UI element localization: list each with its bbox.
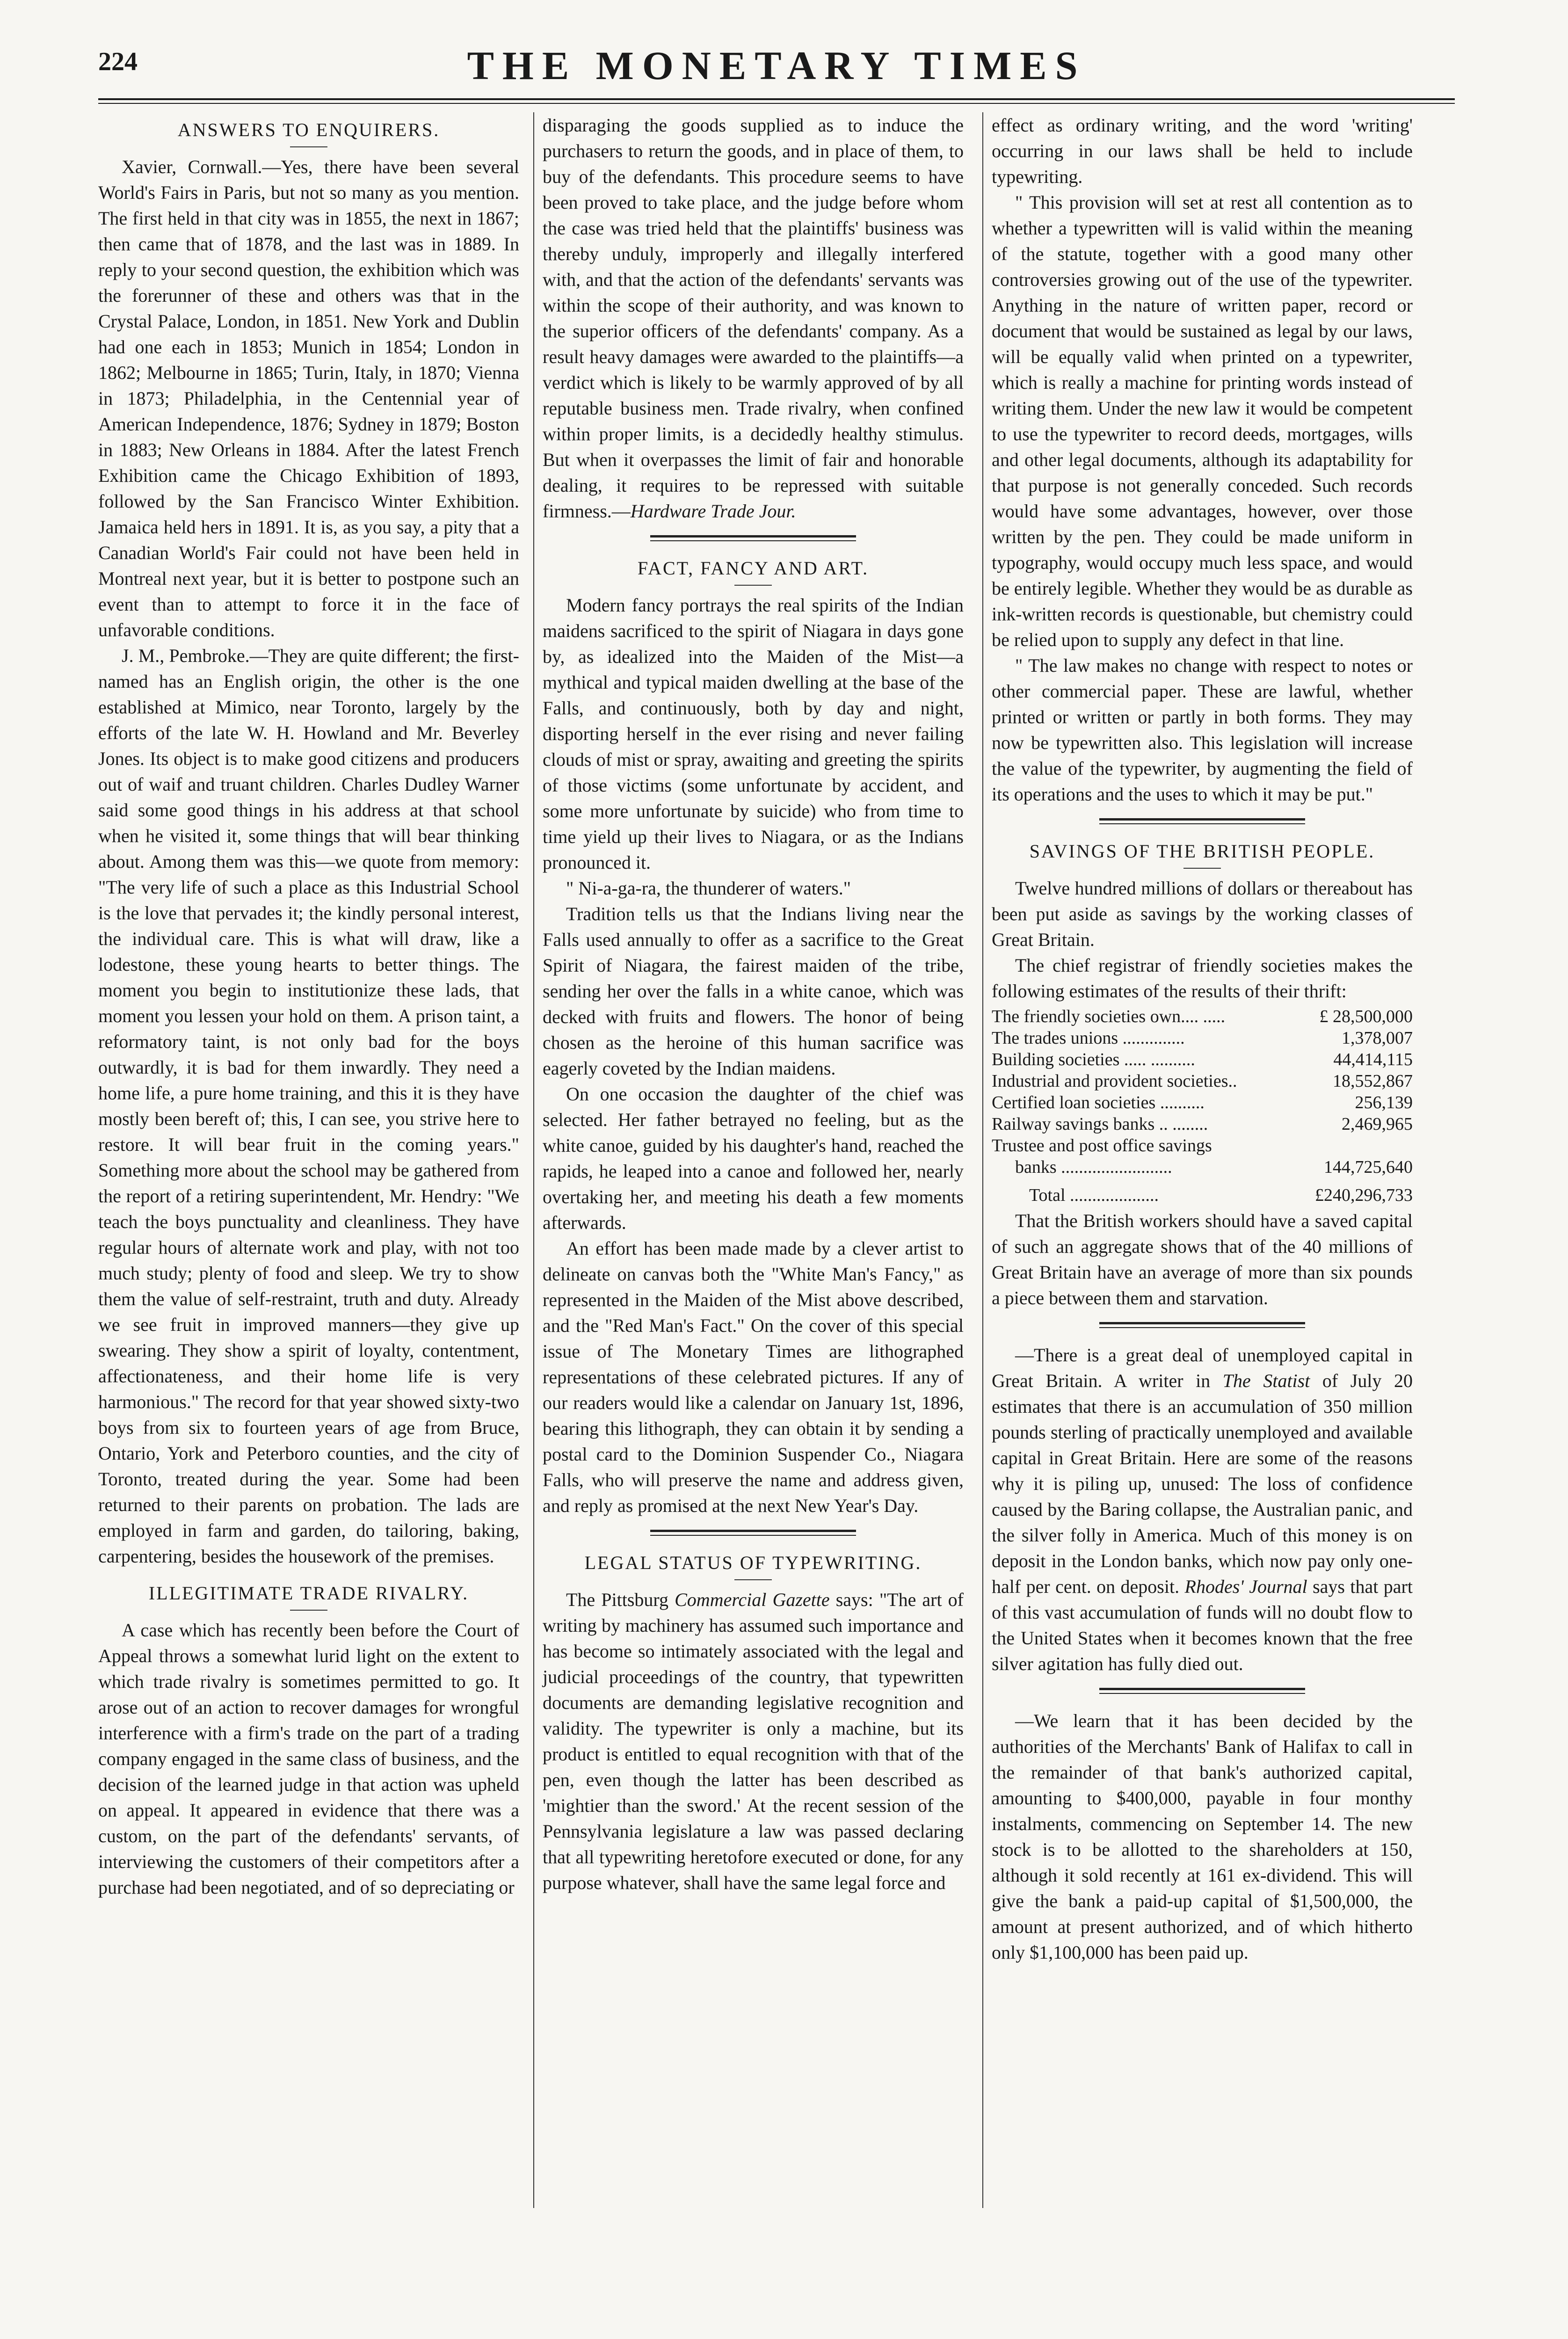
table-row: Certified loan societies .......... 256,139 xyxy=(992,1093,1413,1112)
article-paragraph: A case which has recently been before the Court of Appeal throws a somewhat lurid light on the extent to which trade rivalry is sometimes permitted to go. It arose out of an action to recover damages for wrongful interference with a firm's trade on the part of a trading company engaged in the same class of business, and the decision of the learned judge in that action was upheld on appeal. It appeared in evidence that there was a custom, on the part of the defendants' servants, of interviewing the customers of their competitors after a purchase had been negotiated, and of so depreciating or xyxy=(98,1620,519,1898)
article-paragraph: An effort has been made made by a clever artist to delineate on canvas both the "White Man's Fancy," as represented in the Maiden of the Mist above described, and the "Red Man's Fact." On the cover of this special issue of The Monetary Times are lithographed representations of these celebrated pictures. If any of our readers would like a calendar on January 1st, 1896, bearing this lithograph, they can obtain it by sending a postal card to the Dominion Suspender Co., Niagara Falls, who will preserve the name and address given, and reply as promised at the next New Year's Day. xyxy=(543,1238,964,1516)
page-number: 224 xyxy=(98,47,138,76)
masthead-rule xyxy=(98,98,1455,104)
article-paragraph: —We learn that it has been decided by the authorities of the Merchants' Bank of Halifax to call in the remainder of that bank's authorized capital, amounting to $400,000, payable in four monthy instalments, commencing on September 14. The new stock is to be allotted to the shareholders at 150, although it sold recently at 161 ex-dividend. This will give the bank a paid-up capital of $1,500,000, the amount at present authorized, and of which hitherto only $1,100,000 has been paid up. xyxy=(992,1710,1413,1963)
table-row: The trades unions .............. 1,378,007 xyxy=(992,1028,1413,1048)
heading-rule xyxy=(1183,868,1221,869)
table-row: Trustee and post office savings xyxy=(992,1136,1212,1155)
section-separator xyxy=(650,535,856,541)
table-row: Railway savings banks .. ........ 2,469,965 xyxy=(992,1114,1413,1134)
section-heading: FACT, FANCY AND ART. xyxy=(637,558,869,579)
source-citation: Hardware Trade Jour. xyxy=(630,501,796,522)
column-3 xyxy=(992,112,1413,1965)
article-paragraph: disparaging the goods supplied as to induce the purchasers to return the goods, and in place of them, to buy of the defendants. This procedure seems to have been proved to take place, and the judge before whom the case was tried held that the plaintiffs' business was thereby unduly, improperly and illegally interfered with, and that the action of the defendants' servants was within the scope of their authority, and was known to the superior officers of the defendants' company. As a result heavy damages were awarded to the plaintiffs—a verdict which is likely to be warmly approved of by all reputable business men. Trade rivalry, when confined within proper limits, is a decidedly healthy stimulus. But when it overpasses the limit of fair and honorable dealing, it requires to be repressed with suitable firmness.—Hardware Trade Jour. xyxy=(543,115,964,522)
newspaper-name: Commercial Gazette xyxy=(675,1589,830,1610)
section-separator xyxy=(650,1530,856,1536)
heading-rule xyxy=(734,585,772,586)
column-divider xyxy=(533,112,534,2208)
article-paragraph: Twelve hundred millions of dollars or thereabout has been put aside as savings by the working classes of Great Britain. xyxy=(992,878,1413,950)
section-heading: SAVINGS OF THE BRITISH PEOPLE. xyxy=(1029,841,1375,862)
heading-rule xyxy=(290,1610,327,1611)
section-separator xyxy=(1099,818,1305,824)
newspaper-name: The Statist xyxy=(1222,1370,1310,1391)
column-1 xyxy=(98,112,519,1900)
section-separator xyxy=(1099,1688,1305,1694)
article-paragraph: J. M., Pembroke.—They are quite different; the first-named has an English origin, the other is the one established at Mimico, near Toronto, largely by the efforts of the late W. H. Howland and Mr. Beverley Jones. Its object is to make good citizens and producers out of waif and truant children. Charles Dudley Warner said some good things in his address at that school when he visited it, some things that will bear thinking about. Among them was this—we quote from memory: "The very life of such a place as this Industrial School is the love that pervades it; the kindly personal interest, the individual care. This is what will draw, like a lodestone, these young hearts to better things. The moment you begin to institutionize these lads, that moment you lessen your hold on them. A prison taint, a reformatory taint, is not only bad for the boys outwardly, it is bad for them inwardly. They need a home life, a pure home training, and this it is they have mostly been bereft of; this, I can see, you strive here to restore. It will bear fruit in the coming years." Something more about the school may be gathered from the report of a retiring superintendent, Mr. Hendry: "We teach the boys punctuality and cleanliness. They have regular hours of alternate work and play, with not too much study; plenty of food and sleep. We try to show them the value of self-restraint, truth and duty. Already we see fruit in improved manners—they give up swearing. They show a spirit of loyalty, contentment, affectionateness, and their home life is very harmonious." The record for that year showed sixty-two boys from six to fourteen years of age from Bruce, Ontario, York and Peterboro counties, and the city of Toronto, treated during the year. Some had been returned to their parents on probation. The lads are employed in farm and garden, do tailoring, baking, carpentering, besides the housework of the premises. xyxy=(98,645,519,1567)
newspaper-name: Rhodes' Journal xyxy=(1184,1576,1307,1597)
savings-table xyxy=(992,1006,1413,1206)
section-heading: LEGAL STATUS OF TYPEWRITING. xyxy=(584,1552,922,1573)
article-paragraph: The Pittsburg Commercial Gazette says: "The art of writing by machinery has assumed such importance and has become so intimately associated with the legal and judicial proceedings of the country, that typewritten documents are demanding legislative recognition and validity. The typewriter is only a machine, but its product is entitled to equal recognition with that of the pen, even though the latter has been described as 'mightier than the sword.' At the recent session of the Pennsylvania legislature a law was passed declaring that all typewriting heretofore executed or done, for any purpose whatever, shall have the same legal force and xyxy=(543,1589,964,1893)
article-paragraph: —There is a great deal of unemployed capital in Great Britain. A writer in The Statist of July 20 estimates that there is an accumulation of 350 million pounds sterling of practically unemployed and available capital in Great Britain. Here are some of the reasons why it is piling up, unused: The loss of confidence caused by the Baring collapse, the Australian panic, and the silver folly in America. Much of this money is on deposit in the London banks, which now pay only one-half per cent. on deposit. Rhodes' Journal says that part of this vast accumulation of funds will no doubt flow to the United States when it becomes known that the free silver agitation has fully died out. xyxy=(992,1344,1413,1674)
article-paragraph: The chief registrar of friendly societies makes the following estimates of the results of their thrift: xyxy=(992,955,1413,1002)
article-paragraph: Xavier, Cornwall.—Yes, there have been several World's Fairs in Paris, but not so many as you mention. The first held in that city was in 1855, the next in 1867; then came that of 1878, and the last was in 1889. In reply to your second question, the exhibition which was the forerunner of these and others was that in the Crystal Palace, London, in 1851. New York and Dublin had one each in 1853; Munich in 1854; London in 1862; Melbourne in 1865; Turin, Italy, in 1870; Vienna in 1873; Philadelphia, in the Centennial year of American Independence, 1876; Sydney in 1879; Boston in 1883; New Orleans in 1884. After the latest French Exhibition came the Chicago Exhibition of 1893, followed by the San Francisco Winter Exhibition. Jamaica held hers in 1891. It is, as you say, a pity that a Canadian World's Fair could not have been held in Montreal next year, but it is better to postpone such an event than to attempt to force it in the face of unfavorable conditions. xyxy=(98,156,519,640)
article-paragraph: effect as ordinary writing, and the word 'writing' occurring in our laws shall be held to include typewriting. xyxy=(992,115,1413,187)
masthead xyxy=(98,42,1455,108)
section-heading: ANSWERS TO ENQUIRERS. xyxy=(177,119,440,140)
article-paragraph: Modern fancy portrays the real spirits of the Indian maidens sacrificed to the spirit of Niagara in days gone by, as idealized into the Maiden of the Mist—a mythical and typical maiden dwelling at the base of the Falls, and continuously, both by day and night, disporting herself in the ever rising and never failing clouds of mist or spray, awaiting and greeting the spirits of those victims (some unfortunate by accident, and some more unfortunate by suicide) who from time to time yield up their lives to Niagara, or as the Indians pronounced it. xyxy=(543,595,964,873)
table-row: The friendly societies own.... ..... £ 28,500,000 xyxy=(992,1007,1413,1026)
table-row: Industrial and provident societies.. 18,552,867 xyxy=(992,1071,1413,1091)
section-separator xyxy=(1099,1322,1305,1328)
heading-rule xyxy=(734,1579,772,1580)
table-row: banks ......................... 144,725,640 xyxy=(1015,1157,1413,1177)
section-heading: ILLEGITIMATE TRADE RIVALRY. xyxy=(148,1583,469,1604)
table-row: Building societies ..... .......... 44,414,115 xyxy=(992,1050,1413,1069)
article-paragraph: " Ni-a-ga-ra, the thunderer of waters." xyxy=(566,878,851,899)
article-paragraph: " This provision will set at rest all contention as to whether a typewritten will is valid within the meaning of the statute, together with a good many other controversies growing out of the use of the typewriter. Anything in the nature of written paper, record or document that would be sustained as legal by our laws, will be equally valid when printed on a typewriter, which is really a machine for printing words instead of writing them. Under the new law it would be competent to use the typewriter to record deeds, mortgages, wills and other legal documents, although its adaptability for that purpose is not generally conceded. Such records would have some advantages, however, over those written by the pen. They could be made uniform in typography, would occupy much less space, and would be entirely legible. Whether they would be as durable as ink-written records is questionable, but chemistry could be relied upon to supply any defect in that line. xyxy=(992,192,1413,650)
column-divider xyxy=(982,112,983,2208)
article-paragraph: Tradition tells us that the Indians living near the Falls used annually to offer as a sacrifice to the Great Spirit of Niagara, the fairest maiden of the tribe, sending her over the falls in a white canoe, which was decked with fruits and flowers. The honor of being chosen as the heroine of this human sacrifice was eagerly coveted by the Indian maidens. xyxy=(543,903,964,1079)
newspaper-title: THE MONETARY TIMES xyxy=(467,43,1086,88)
table-total-row: Total .................... £240,296,733 xyxy=(1029,1185,1413,1205)
column-2 xyxy=(543,112,964,1896)
heading-rule xyxy=(290,146,327,147)
article-paragraph: On one occasion the daughter of the chief was selected. Her father betrayed no feeling, but as the white canoe, guided by his daughter's hand, reached the rapids, he leaped into a canoe and followed her, nearly overtaking her, and meeting his death a few moments afterwards. xyxy=(543,1083,964,1233)
article-paragraph: That the British workers should have a saved capital of such an aggregate shows that of the 40 millions of Great Britain have an average of more than six pounds a piece between them and starvation. xyxy=(992,1210,1413,1308)
article-paragraph: " The law makes no change with respect to notes or other commercial paper. These are lawful, whether printed or written or partly in both forms. They may now be typewritten also. This legislation will increase the value of the typewriter, by augmenting the field of its operations and the uses to which it may be put." xyxy=(992,655,1413,805)
